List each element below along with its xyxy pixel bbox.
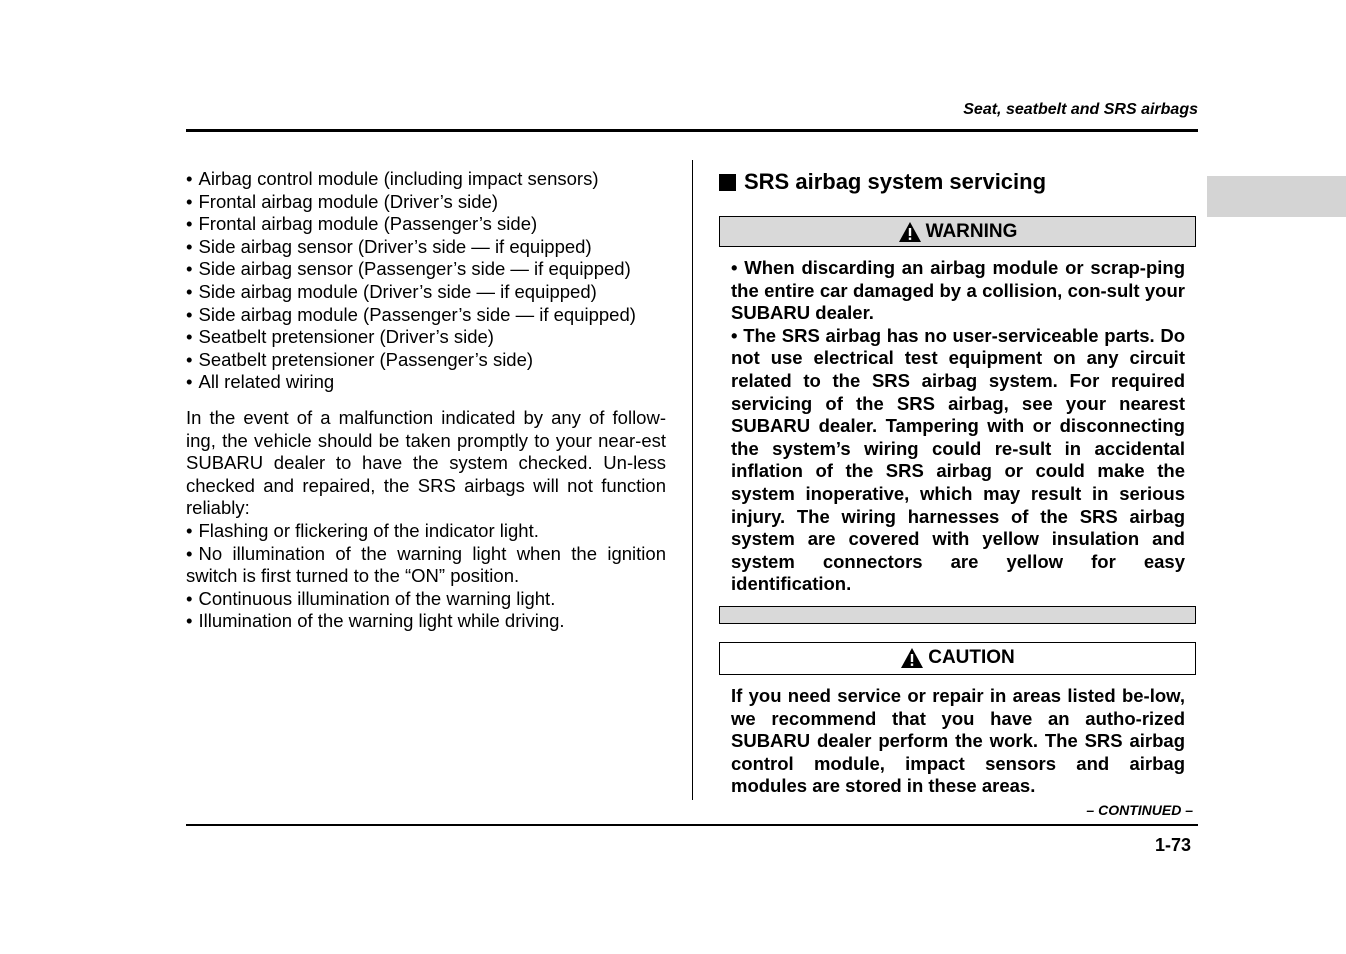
list-item: • All related wiring <box>186 371 335 393</box>
list-item: • Frontal airbag module (Driver’s side) <box>186 190 499 212</box>
caution-label: CAUTION <box>928 647 1015 669</box>
symptom-list <box>186 520 666 633</box>
footer-rule <box>186 824 1198 826</box>
page-number: 1-73 <box>1154 835 1191 855</box>
section-heading: SRS airbag system servicing <box>719 168 1196 196</box>
malfunction-paragraph: In the event of a malfunction indicated by any of follow-ing, the vehicle should be taken promptly to your near-est SUBARU dealer to have the system checked. Un-less checked and repaired, the SRS airbags will not function reliably: <box>186 406 666 519</box>
list-item: • No illumination of the warning light when the ignition switch is first turned to the “ON” position. <box>186 542 666 587</box>
bullet: • <box>186 371 193 393</box>
bullet: • <box>186 348 193 370</box>
bullet: • <box>186 190 193 212</box>
list-item: • Side airbag sensor (Driver’s side — if equipped) <box>186 235 592 257</box>
warning-item: • When discarding an airbag module or scrap-ping the entire car damaged by a collision, con-sult your SUBARU dealer. <box>731 257 1185 324</box>
bullet: • <box>186 213 193 235</box>
list-item: • Airbag control module (including impact sensors) <box>186 168 599 189</box>
list-item: • Side airbag module (Driver’s side — if equipped) <box>186 280 597 302</box>
list-item: • Flashing or flickering of the indicator light. <box>186 519 539 541</box>
chapter-tab <box>1207 176 1346 217</box>
bullet: • <box>186 519 193 541</box>
running-header: Seat, seatbelt and SRS airbags <box>963 101 1198 118</box>
bullet: • <box>186 587 193 609</box>
list-item: • Side airbag module (Passenger’s side — if equipped) <box>186 303 636 325</box>
bullet: • <box>186 542 193 564</box>
bullet: • <box>186 258 193 280</box>
warning-end-bar <box>719 606 1196 624</box>
bullet: • <box>186 610 193 632</box>
warning-list <box>719 257 1196 596</box>
right-column <box>719 168 1196 798</box>
bullet: • <box>186 326 193 348</box>
left-column <box>186 168 666 633</box>
warning-triangle-icon <box>900 647 924 669</box>
header-rule <box>186 129 1198 132</box>
list-item: • Frontal airbag module (Passenger’s side) <box>186 213 538 235</box>
continued-marker: – CONTINUED – <box>1086 802 1193 818</box>
square-bullet-icon <box>719 174 736 191</box>
warning-label: WARNING <box>925 220 1018 242</box>
component-list <box>186 168 666 394</box>
bullet: • <box>731 257 738 278</box>
warning-header <box>719 216 1196 247</box>
bullet: • <box>186 235 193 257</box>
warning-triangle-icon <box>898 221 922 243</box>
bullet: • <box>186 303 193 325</box>
caution-text: If you need service or repair in areas listed be-low, we recommend that you have an autho-rized SUBARU dealer perform the work. The SRS airbag control module, impact sensors and airbag modules are stored in these areas. <box>731 684 1185 797</box>
warning-item: • The SRS airbag has no user-serviceable parts. Do not use electrical test equipment on any circuit related to the SRS airbag system. For required servicing of the SRS airbag, see your nearest SUBARU dealer. Tampering with or disconnecting the system’s wiring could re-sult in accidental inflation of the SRS airbag or could make the system inoperative, which may result in serious injury. The wiring harnesses of the SRS airbag system are covered with yellow insulation and system connectors are yellow for easy identification. <box>731 324 1186 595</box>
list-item: • Seatbelt pretensioner (Driver’s side) <box>186 326 494 348</box>
list-item: • Continuous illumination of the warning light. <box>186 587 556 609</box>
column-divider <box>692 160 693 800</box>
list-item: • Illumination of the warning light while driving. <box>186 610 565 632</box>
list-item: • Side airbag sensor (Passenger’s side — if equipped) <box>186 258 631 280</box>
bullet: • <box>731 324 738 346</box>
bullet: • <box>186 280 193 302</box>
bullet: • <box>186 168 193 189</box>
list-item: • Seatbelt pretensioner (Passenger’s side) <box>186 348 534 370</box>
caution-header <box>719 642 1196 675</box>
